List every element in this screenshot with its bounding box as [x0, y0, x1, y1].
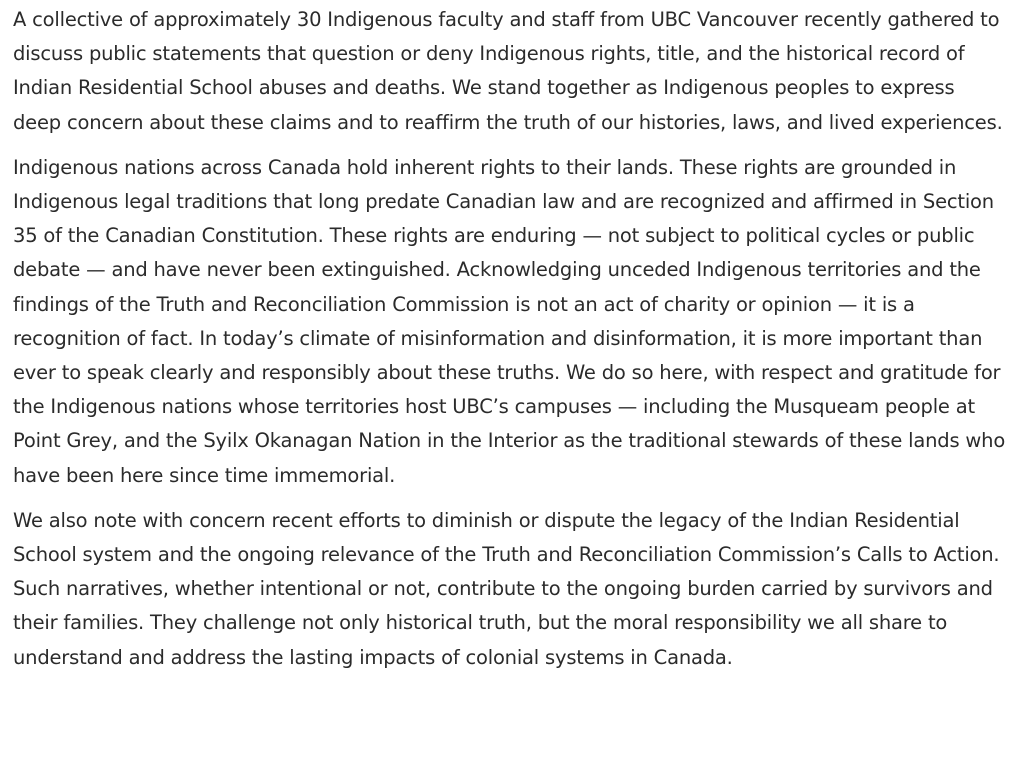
article-body: [13, 3, 1008, 686]
paragraph-2: Indigenous nations across Canada hold inherent rights to their lands. These rights are grounded in Indigenous legal traditions that long predate Canadian law and are recognized and affirmed in Section 35 of the Canadian Constitution. These rights are enduring — not subject to political cycles or public debate — and have never been extinguished. Acknowledging unceded Indigenous territories and the findings of the Truth and Reconciliation Commission is not an act of charity or opinion — it is a recognition of fact. In today’s climate of misinformation and disinformation, it is more important than ever to speak clearly and responsibly about these truths. We do so here, with respect and gratitude for the Indigenous nations whose territories host UBC’s campuses — including the Musqueam people at Point Grey, and the Syilx Okanagan Nation in the Interior as the traditional stewards of these lands who have been here since time immemorial.: [13, 155, 1006, 487]
paragraph-1: A collective of approximately 30 Indigenous faculty and staff from UBC Vancouver recently gathered to discuss public statements that question or deny Indigenous rights, title, and the historical record of Indian Residential School abuses and deaths. We stand together as Indigenous peoples to express deep concern about these claims and to reaffirm the truth of our histories, laws, and lived experiences.: [13, 8, 1003, 134]
paragraph-3: We also note with concern recent efforts to diminish or dispute the legacy of the Indian Residential School system and the ongoing relevance of the Truth and Reconciliation Commission’s Calls to Action. Such narratives, whether intentional or not, contribute to the ongoing burden carried by survivors and their families. They challenge not only historical truth, but the moral responsibility we all share to understand and address the lasting impacts of colonial systems in Canada.: [13, 508, 1000, 669]
